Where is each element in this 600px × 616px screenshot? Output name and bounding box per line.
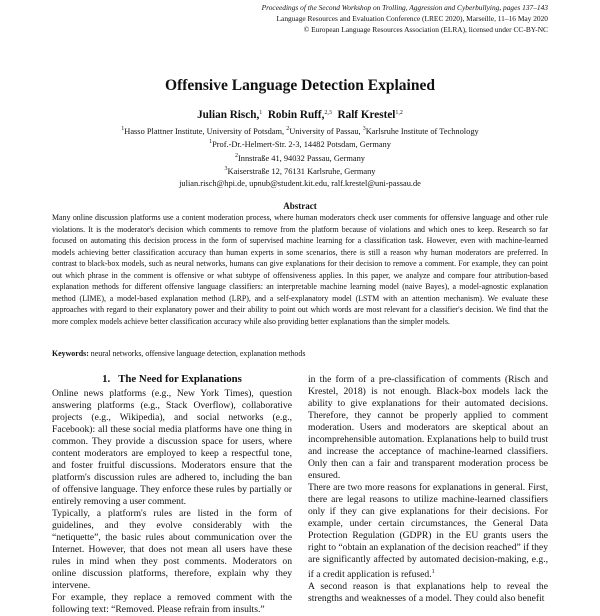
- author-affiliation-mark: 1: [259, 110, 263, 116]
- abstract-body: [52, 212, 548, 327]
- section-title: The Need for Explanations: [118, 373, 242, 385]
- affiliation-address: $^2$Innstraße 41, 94032 Passau, Germany: [235, 152, 365, 163]
- affiliation-address: $^3$Kaiserstraße 12, 76131 Karlsruhe, Germany: [224, 166, 376, 177]
- author-emails: julian.risch@hpi.de, upnub@student.kit.edu, ralf.krestel@uni-passau.de: [179, 178, 421, 188]
- paragraph: There are two more reasons for explanations in general. First, there are legal reasons to utilize machine-learned classifiers only if they can give explanations for their decisions. For example, under certain circumstances, the General Data Protection Regulation (GDPR) in the EU grants users the right to “obtain an explanation of the decision reached” if they are significantly affected by automated decision-making, e.g., if a credit application is refused.$^1$: [308, 482, 548, 580]
- abstract-text: Many online discussion platforms use a content moderation process, where human moderators check user comments for offensive language and other rule violations. It is the moderator's decision which comments to remove from the platform because of violations and which ones to keep. Research so far focused on automating this decision process in the form of supervised machine learning for a classification task. However, even with machine-learned models achieving better classification accuracy than human experts in some scenarios, there is still a reason why human moderators are preferred. In contrast to black-box models, such as neural networks, humans can give explanations for their decision to remove a comment. For example, they can point out which phrase in the comment is offensive or what subtype of offensiveness applies. In this paper, we analyze and compare four attribution-based explanation methods for different offensive language classifiers: an interpretable machine learning model (naive Bayes), a model-agnostic explanation method (LIME), a model-based explanation method (LRP), and a self-explanatory model (LSTM with an attention mechanism). We evaluate these approaches with regard to their explanatory power and their ability to point out which words are most relevant for a classifier's decision. We find that the more complex models achieve better classification accuracy while also providing better explanations than the simpler models.: [52, 213, 548, 326]
- section-heading: [52, 373, 292, 385]
- keywords-label: Keywords:: [52, 349, 89, 358]
- proceedings-header: [248, 3, 548, 35]
- paragraph: Typically, a platform's rules are listed in the form of guidelines, and they evolve considerably with the “netiquette”, the basic rules about communication over the Internet. However, that does not mean all users have these rules in mind when they post comments. Moderators on online discussion platforms, therefore, explain why they intervene.: [52, 508, 292, 591]
- author-affiliation-mark: 1,2: [395, 110, 403, 116]
- section-number: 1.: [102, 373, 111, 385]
- paragraph: A second reason is that explanations help to reveal the strengths and weaknesses of a model. They could also benefit: [308, 581, 548, 604]
- header-line-1: Proceedings of the Second Workshop on Trolling, Aggression and Cyberbullying, pages 137–143: [261, 3, 548, 12]
- header-line-2: Language Resources and Evaluation Conference (LREC 2020), Marseille, 11–16 May 2020: [276, 13, 548, 23]
- paper-title: Offensive Language Detection Explained: [165, 77, 435, 94]
- left-column: [52, 388, 292, 616]
- footnote-mark: 1: [431, 569, 435, 575]
- author-affiliation-mark: 2,3: [324, 110, 332, 116]
- affiliations: [0, 124, 600, 189]
- author-name: Julian Risch,: [197, 109, 260, 121]
- right-column: [308, 374, 548, 605]
- abstract-heading: Abstract: [283, 201, 317, 211]
- paragraph: in the form of a pre-classification of comments (Risch and Krestel, 2018) is not enough. Black-box models lack the ability to give explanations for their automated decisions. Therefore, they cannot be properly applied to comment moderation. Users and moderators are skeptical about an incomprehensible automation. Explanations help to build trust and increase the acceptance of machine-learned classifiers. Only then can a fair and transparent moderation process be ensured.: [308, 374, 548, 481]
- paragraph: Online news platforms (e.g., New York Times), question answering platforms (e.g., Stack Overflow), collaborative projects (e.g., Wikipedia), and social networks (e.g., Facebook): all these social media platforms have one thing in common. They provide a discussion space for users, where content moderators are employed to keep a respectful tone, and foster fruitful discussions. Moderators ensure that the platform's discussion rules are adhered to, including the ban of offensive language. They enforce these rules by partially or entirely removing a user comment.: [52, 388, 292, 507]
- author-name: Ralf Krestel: [337, 109, 396, 121]
- affiliation-address: $^1$Prof.-Dr.-Helmert-Str. 2-3, 14482 Potsdam, Germany: [209, 139, 391, 150]
- author-list: [0, 109, 600, 121]
- keywords: [52, 349, 548, 358]
- keywords-text: neural networks, offensive language detection, explanation methods: [88, 349, 306, 358]
- author-name: Robin Ruff,: [267, 109, 325, 121]
- affiliation-institutions: $^1$Hasso Plattner Institute, University of Potsdam, $^2$University of Passau, $^3$Karlsruhe Institute of Technology: [121, 126, 479, 136]
- paragraph: For example, they replace a removed comment with the following text: “Removed. Please refrain from insults.”: [52, 592, 292, 615]
- header-line-3: © European Language Resources Association (ELRA), licensed under CC-BY-NC: [303, 24, 548, 34]
